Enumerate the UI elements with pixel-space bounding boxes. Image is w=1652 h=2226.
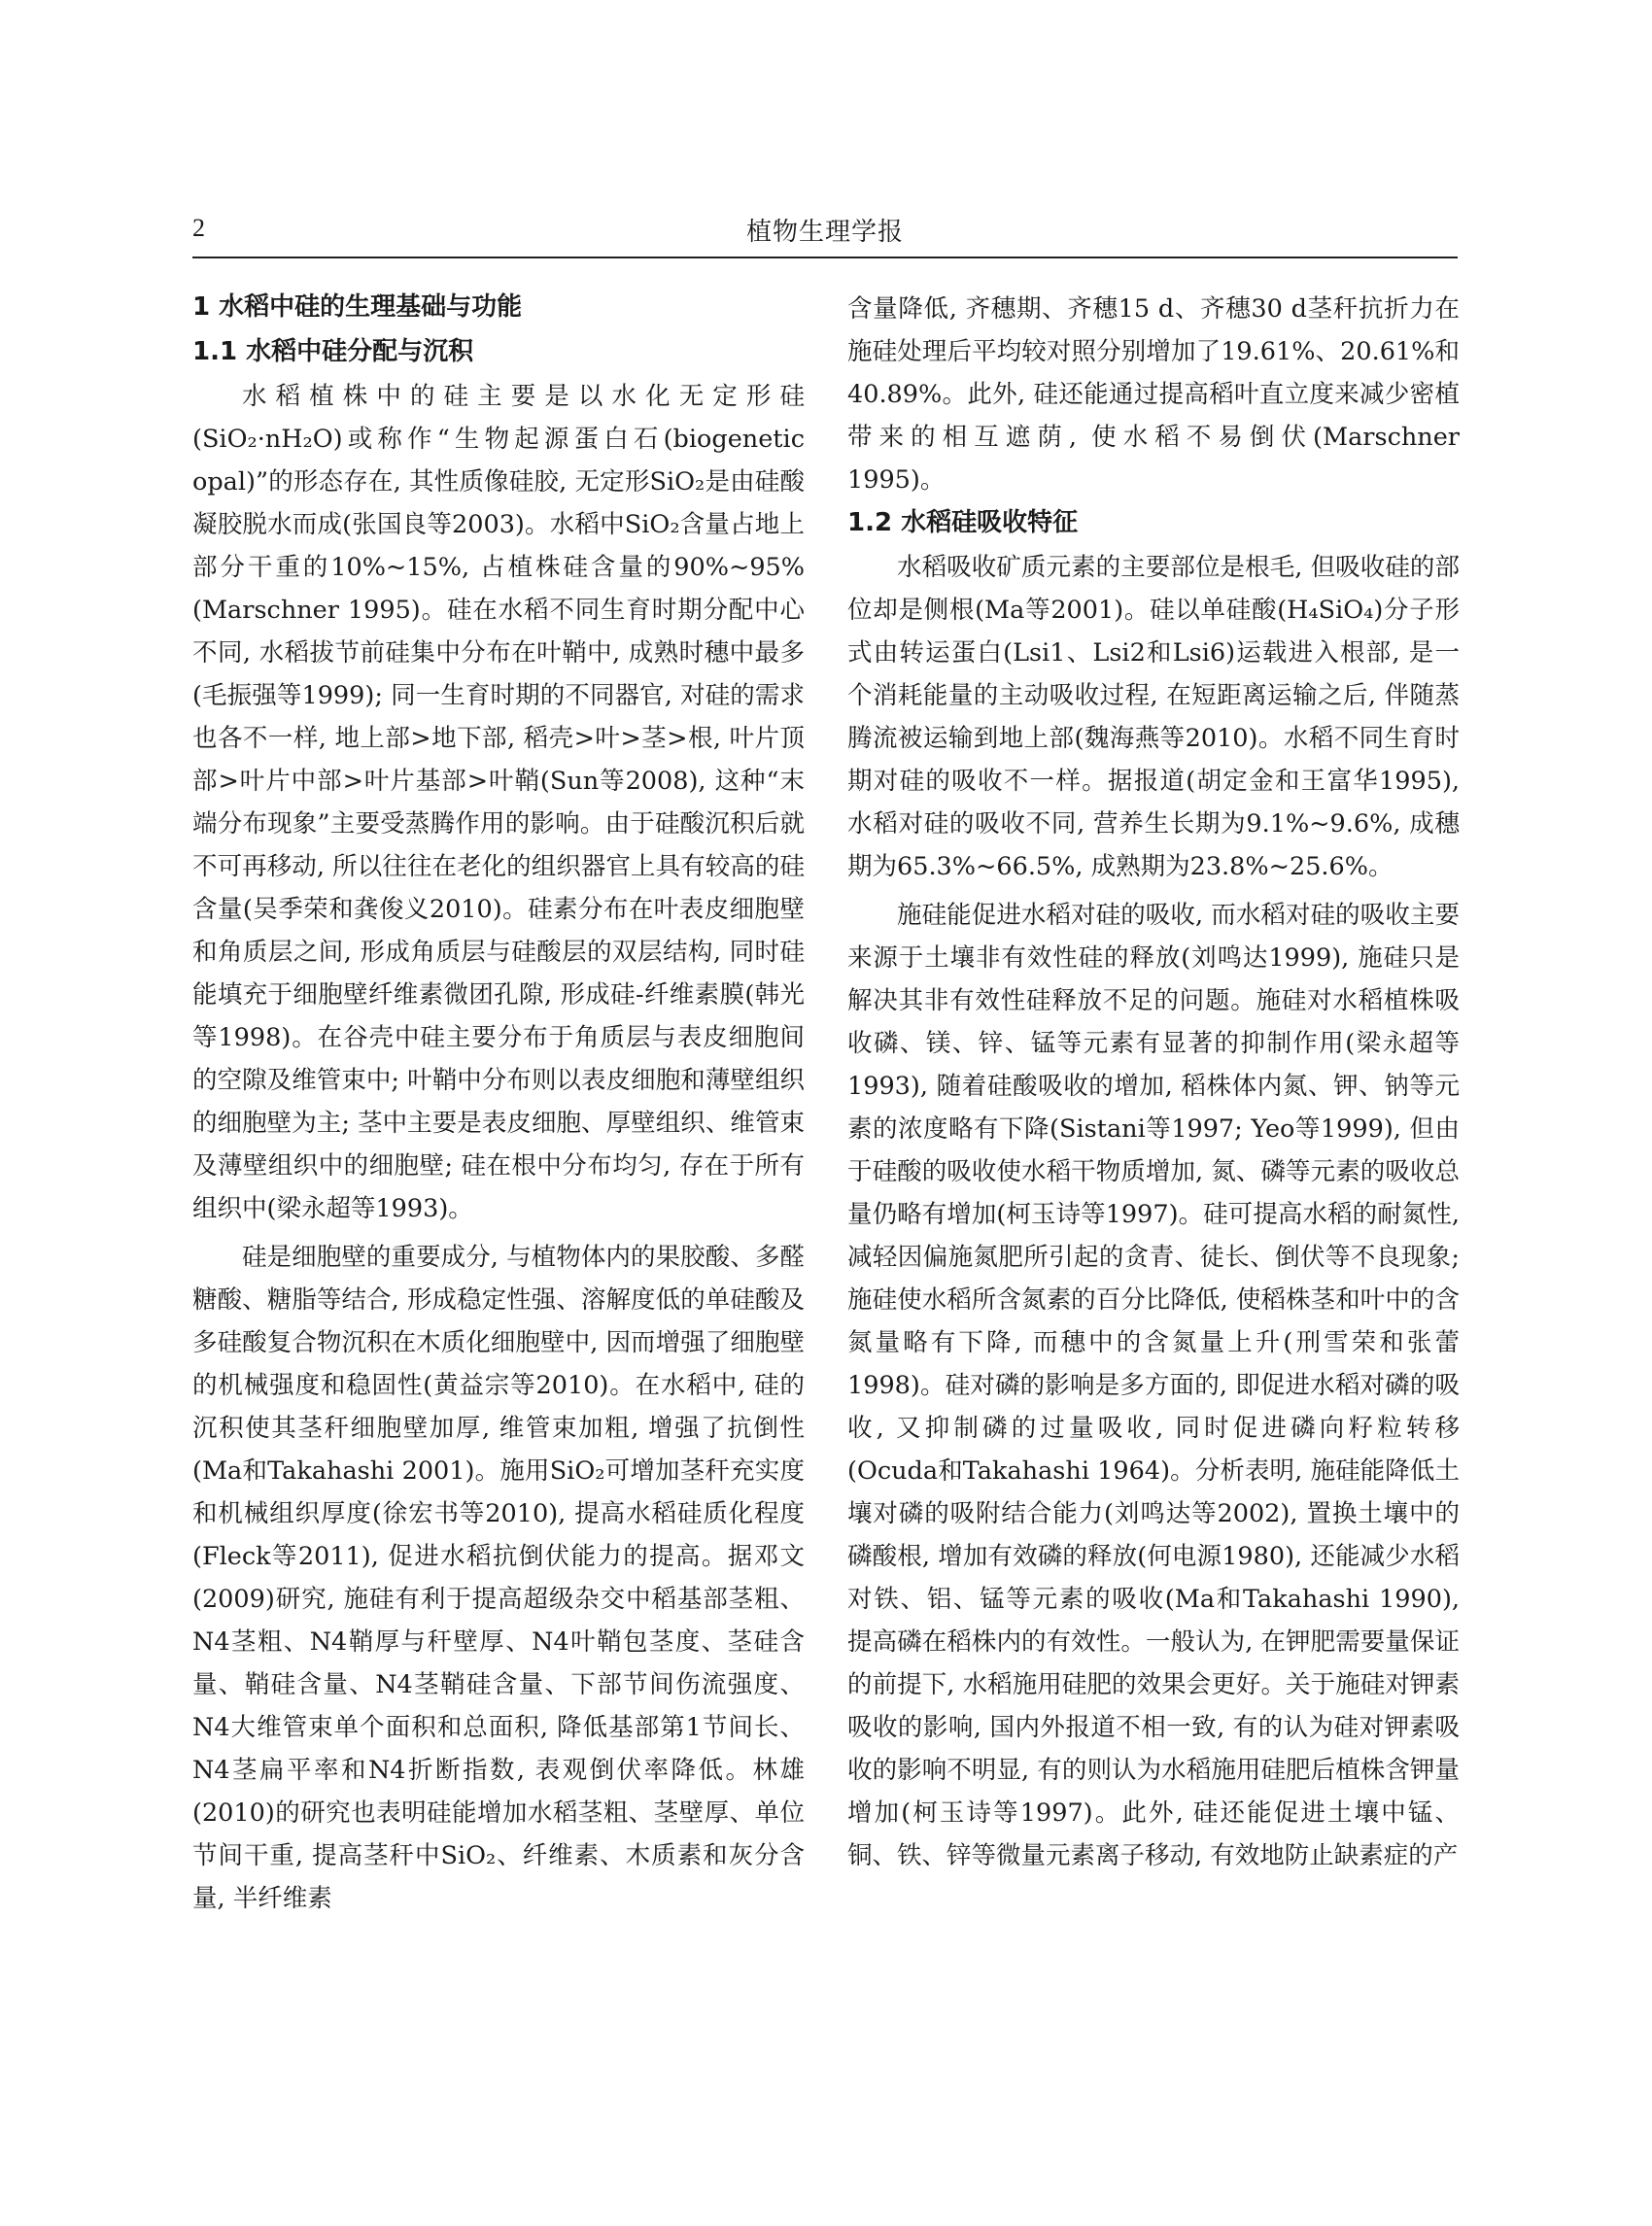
right-column	[847, 288, 1460, 2192]
section-heading: 1 水稻中硅的生理基础与功能	[192, 292, 523, 322]
body-paragraph: 硅是细胞壁的重要成分, 与植物体内的果胶酸、多醛糖酸、糖脂等结合, 形成稳定性强、溶解度低的单硅酸及多硅酸复合物沉积在木质化细胞壁中, 因而增强了细胞壁的机械强度和稳固性(黄益宗等2010)。在水稻中, 硅的沉积使其茎秆细胞壁加厚, 维管束加粗, 增强了抗倒性(Ma和Takahashi 2001)。施用SiO₂可增加茎秆充实度和机械组织厚度(徐宏书等2010), 提高水稻硅质化程度(Fleck等2011), 促进水稻抗倒伏能力的提高。据邓文(2009)研究, 施硅有利于提高超级杂交中稻基部茎粗、N4茎粗、N4鞘厚与秆壁厚、N4叶鞘包茎度、茎硅含量、鞘硅含量、N4茎鞘硅含量、下部节间伤流强度、N4大维管束单个面积和总面积, 降低基部第1节间长、N4茎扁平率和N4折断指数, 表观倒伏率降低。林雄(2010)的研究也表明硅能增加水稻茎粗、茎壁厚、单位节间干重, 提高茎秆中SiO₂、纤维素、木质素和灰分含量, 半纤维素	[192, 1243, 805, 1913]
running-header	[192, 208, 1458, 258]
left-column	[192, 286, 805, 2190]
body-paragraph: 施硅能促进水稻对硅的吸收, 而水稻对硅的吸收主要来源于土壤非有效性硅的释放(刘鸣达1999), 施硅只是解决其非有效性硅释放不足的问题。施硅对水稻植株吸收磷、镁、锌、锰等元素有显著的抑制作用(梁永超等1993), 随着硅酸吸收的增加, 稻株体内氮、钾、钠等元素的浓度略有下降(Sistani等1997; Yeo等1999), 但由于硅酸的吸收使水稻干物质增加, 氮、磷等元素的吸收总量仍略有增加(柯玉诗等1997)。硅可提高水稻的耐氮性, 减轻因偏施氮肥所引起的贪青、徒长、倒伏等不良现象; 施硅使水稻所含氮素的百分比降低, 使稻株茎和叶中的含氮量略有下降, 而穗中的含氮量上升(刑雪荣和张蕾1998)。硅对磷的影响是多方面的, 即促进水稻对磷的吸收, 又抑制磷的过量吸收, 同时促进磷向籽粒转移(Ocuda和Takahashi 1964)。分析表明, 施硅能降低土壤对磷的吸附结合能力(刘鸣达等2002), 置换土壤中的磷酸根, 增加有效磷的释放(何电源1980), 还能减少水稻对铁、铝、锰等元素的吸收(Ma和Takahashi 1990), 提高磷在稻株内的有效性。一般认为, 在钾肥需要量保证的前提下, 水稻施用硅肥的效果会更好。关于施硅对钾素吸收的影响, 国内外报道不相一致, 有的认为硅对钾素吸收的影响不明显, 有的则认为水稻施用硅肥后植株含钾量增加(柯玉诗等1997)。此外, 硅还能促进土壤中锰、铜、铁、锌等微量元素离子移动, 有效地防止缺素症的产	[847, 901, 1460, 1870]
body-paragraph: 水稻植株中的硅主要是以水化无定形硅(SiO₂·nH₂O)或称作“生物起源蛋白石(biogenetic opal)”的形态存在, 其性质像硅胶, 无定形SiO₂是由硅酸凝胶脱水而成(张国良等2003)。水稻中SiO₂含量占地上部分干重的10%~15%, 占植株硅含量的90%~95% (Marschner 1995)。硅在水稻不同生育时期分配中心不同, 水稻拔节前硅集中分布在叶鞘中, 成熟时穗中最多(毛振强等1999); 同一生育时期的不同器官, 对硅的需求也各不一样, 地上部>地下部, 稻壳>叶>茎>根, 叶片顶部>叶片中部>叶片基部>叶鞘(Sun等2008), 这种“末端分布现象”主要受蒸腾作用的影响。由于硅酸沉积后就不可再移动, 所以往往在老化的组织器官上具有较高的硅含量(吴季荣和龚俊义2010)。硅素分布在叶表皮细胞壁和角质层之间, 形成角质层与硅酸层的双层结构, 同时硅能填充于细胞壁纤维素微团孔隙, 形成硅-纤维素膜(韩光等1998)。在谷壳中硅主要分布于角质层与表皮细胞间的空隙及维管束中; 叶鞘中分布则以表皮细胞和薄壁组织的细胞壁为主; 茎中主要是表皮细胞、厚壁组织、维管束及薄壁组织中的细胞壁; 硅在根中分布均匀, 存在于所有组织中(梁永超等1993)。	[192, 382, 805, 1223]
subsection-heading: 1.2 水稻硅吸收特征	[847, 508, 1079, 537]
subsection-heading: 1.1 水稻中硅分配与沉积	[192, 337, 474, 366]
body-paragraph: 水稻吸收矿质元素的主要部位是根毛, 但吸收硅的部位却是侧根(Ma等2001)。硅以单硅酸(H₄SiO₄)分子形式由转运蛋白(Lsi1、Lsi2和Lsi6)运载进入根部, 是一个消耗能量的主动吸收过程, 在短距离运输之后, 伴随蒸腾流被运输到地上部(魏海燕等2010)。水稻不同生育时期对硅的吸收不一样。据报道(胡定金和王富华1995), 水稻对硅的吸收不同, 营养生长期为9.1%~9.6%, 成穗期为65.3%~66.5%, 成熟期为23.8%~25.6%。	[847, 553, 1460, 881]
body-paragraph: 含量降低, 齐穗期、齐穗15 d、齐穗30 d茎秆抗折力在施硅处理后平均较对照分别增加了19.61%、20.61%和40.89%。此外, 硅还能通过提高稻叶直立度来减少密植带来的相互遮荫, 使水稻不易倒伏(Marschner 1995)。	[847, 294, 1460, 495]
journal-title: 植物生理学报	[745, 218, 904, 247]
page-number: 2	[192, 214, 205, 242]
